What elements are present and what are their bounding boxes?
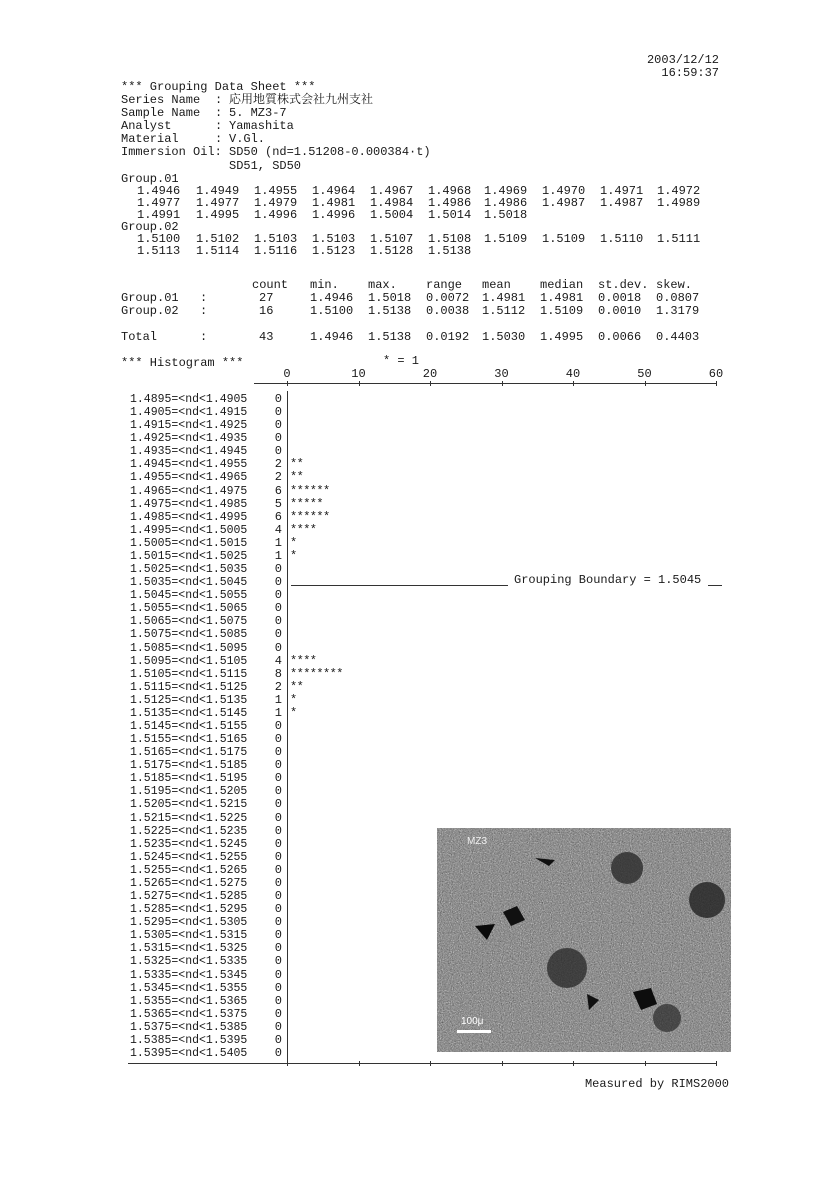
stats-header: max. xyxy=(368,278,397,292)
histogram-top-axis xyxy=(254,383,716,384)
group-value: 1.4970 xyxy=(542,184,586,198)
axis-tick xyxy=(359,381,360,386)
stats-row-sep: : xyxy=(200,291,208,305)
stats-cell: 0.0072 xyxy=(426,291,470,305)
histogram-bin-label: 1.5325=<nd<1.5335 xyxy=(130,955,248,969)
micrograph-blob-3 xyxy=(547,948,587,988)
histogram-bin-count: 0 xyxy=(274,993,282,1008)
histogram-bin-count: 4 xyxy=(274,653,282,668)
group-value: 1.5113 xyxy=(137,244,181,258)
histogram-bin-count: 0 xyxy=(274,719,282,733)
histogram-bar: ** xyxy=(290,457,304,472)
axis-tick-label: 30 xyxy=(494,367,509,381)
histogram-bin-label: 1.5315=<nd<1.5325 xyxy=(130,942,248,956)
histogram-bin-label: 1.5395=<nd<1.5405 xyxy=(130,1047,248,1060)
stats-cell: 0.0010 xyxy=(598,304,642,318)
histogram-bin-label: 1.5365=<nd<1.5375 xyxy=(130,1007,248,1021)
stats-header: mean xyxy=(482,278,511,292)
group-value: 1.4968 xyxy=(428,184,472,198)
histogram-bin-label: 1.5135=<nd<1.5145 xyxy=(130,706,248,720)
histogram-bin-label: 1.4935=<nd<1.4945 xyxy=(130,445,248,459)
stats-cell: 1.5112 xyxy=(482,304,526,318)
histogram-bin-label: 1.5225=<nd<1.5235 xyxy=(130,824,248,838)
group-value: 1.5018 xyxy=(484,208,528,222)
histogram-bin-count: 1 xyxy=(274,692,282,707)
stats-row-sep: : xyxy=(200,330,208,344)
histogram-bin-label: 1.4905=<nd<1.4915 xyxy=(130,406,248,420)
histogram-bin-count: 6 xyxy=(274,509,282,524)
histogram-bin-count: 0 xyxy=(274,836,282,851)
histogram-bin-label: 1.5245=<nd<1.5255 xyxy=(130,850,248,864)
stats-cell: 1.5100 xyxy=(310,304,354,318)
group-value: 1.5100 xyxy=(137,232,181,246)
histogram-bin-label: 1.5025=<nd<1.5035 xyxy=(130,563,248,577)
group-value: 1.4967 xyxy=(370,184,414,198)
histogram-bin-label: 1.5105=<nd<1.5115 xyxy=(130,667,248,681)
histogram-bin-count: 4 xyxy=(274,522,282,537)
axis-tick xyxy=(430,381,431,386)
axis-tick-label: 0 xyxy=(283,367,291,381)
group-value: 1.4969 xyxy=(484,184,528,198)
histogram-bin-count: 5 xyxy=(274,496,282,511)
axis-tick xyxy=(716,1061,717,1066)
stats-cell: 43 xyxy=(259,330,274,344)
histogram-bin-count: 0 xyxy=(274,915,282,930)
histogram-bin-count: 0 xyxy=(274,562,282,577)
meta-colon: : xyxy=(215,119,223,133)
group-value: 1.5123 xyxy=(312,244,356,258)
histogram-bin-count: 0 xyxy=(274,1006,282,1021)
micrograph-corner-label: MZ3 xyxy=(467,836,487,847)
micrograph-blob-2 xyxy=(689,882,725,918)
stats-header: skew. xyxy=(656,278,693,292)
group-value: 1.5109 xyxy=(484,232,528,246)
histogram-bin-label: 1.5205=<nd<1.5215 xyxy=(130,798,248,812)
stats-cell: 0.0807 xyxy=(656,291,700,305)
histogram-bin-label: 1.5375=<nd<1.5385 xyxy=(130,1020,248,1034)
group-value: 1.4955 xyxy=(254,184,298,198)
histogram-bin-label: 1.5095=<nd<1.5105 xyxy=(130,654,248,668)
histogram-bin-label: 1.5035=<nd<1.5045 xyxy=(130,576,248,590)
stats-cell: 1.5109 xyxy=(540,304,584,318)
histogram-bin-label: 1.5165=<nd<1.5175 xyxy=(130,746,248,760)
histogram-bin-count: 0 xyxy=(274,588,282,603)
histogram-bin-label: 1.4895=<nd<1.4905 xyxy=(130,393,248,406)
axis-tick xyxy=(645,1061,646,1066)
grouping-boundary-line xyxy=(291,585,508,586)
stats-cell: 0.0192 xyxy=(426,330,470,344)
histogram-bin-label: 1.5295=<nd<1.5305 xyxy=(130,916,248,930)
stats-cell: 1.4981 xyxy=(482,291,526,305)
micrograph-scale-bar xyxy=(457,1030,491,1033)
group-value: 1.4996 xyxy=(312,208,356,222)
axis-tick xyxy=(573,381,574,386)
histogram-bar: **** xyxy=(290,653,317,668)
histogram-bin-label: 1.4925=<nd<1.4935 xyxy=(130,432,248,446)
histogram-bin-count: 1 xyxy=(274,548,282,563)
group-value: 1.4946 xyxy=(137,184,181,198)
histogram-bin-count: 0 xyxy=(274,418,282,433)
histogram-bin-count: 0 xyxy=(274,771,282,786)
axis-tick-label: 10 xyxy=(351,367,366,381)
group-value: 1.4986 xyxy=(428,196,472,210)
histogram-bin-count: 0 xyxy=(274,928,282,943)
histogram-bin-count: 0 xyxy=(274,1032,282,1047)
histogram-bin-count: 0 xyxy=(274,810,282,825)
stats-cell: 0.0066 xyxy=(598,330,642,344)
histogram-bin-label: 1.5185=<nd<1.5195 xyxy=(130,772,248,786)
histogram-bin-label: 1.5075=<nd<1.5085 xyxy=(130,628,248,642)
histogram-bin-label: 1.4945=<nd<1.4955 xyxy=(130,458,248,472)
group-value: 1.5004 xyxy=(370,208,414,222)
footer-note: Measured by RIMS2000 xyxy=(584,1077,729,1091)
histogram-bin-count: 0 xyxy=(274,575,282,590)
histogram-bin-count: 0 xyxy=(274,431,282,446)
stats-header: count xyxy=(252,278,289,292)
stats-cell: 0.0018 xyxy=(598,291,642,305)
histogram-bin-count: 0 xyxy=(274,980,282,995)
stats-header: st.dev. xyxy=(598,278,649,292)
histogram-bin-count: 0 xyxy=(274,444,282,459)
histogram-bin-label: 1.5175=<nd<1.5185 xyxy=(130,759,248,773)
histogram-title: *** Histogram *** xyxy=(121,356,244,370)
histogram-bin-count: 0 xyxy=(274,823,282,838)
group-value: 1.4989 xyxy=(657,196,701,210)
histogram-bin-label: 1.5275=<nd<1.5285 xyxy=(130,890,248,904)
histogram-bin-label: 1.5215=<nd<1.5225 xyxy=(130,811,248,825)
histogram-bin-count: 2 xyxy=(274,679,282,694)
histogram-bin-label: 1.5305=<nd<1.5315 xyxy=(130,929,248,943)
histogram-bin-count: 0 xyxy=(274,732,282,747)
histogram-bin-label: 1.5085=<nd<1.5095 xyxy=(130,641,248,655)
group-value: 1.5114 xyxy=(196,244,240,258)
group-value: 1.5111 xyxy=(657,232,701,246)
meta-label: Sample Name xyxy=(121,106,201,120)
group-value: 1.4949 xyxy=(196,184,240,198)
histogram-bin-count: 0 xyxy=(274,640,282,655)
histogram-bin-count: 0 xyxy=(274,797,282,812)
histogram-bin-label: 1.5345=<nd<1.5355 xyxy=(130,981,248,995)
histogram-bin-count: 0 xyxy=(274,601,282,616)
axis-tick xyxy=(573,1061,574,1066)
meta-value: 応用地質株式会社九州支社 xyxy=(229,93,374,107)
stats-header: min. xyxy=(310,278,339,292)
group-value: 1.4981 xyxy=(312,196,356,210)
group-value: 1.5109 xyxy=(542,232,586,246)
histogram-bin-label: 1.4995=<nd<1.5005 xyxy=(130,523,248,537)
histogram-bin-label: 1.5385=<nd<1.5395 xyxy=(130,1033,248,1047)
histogram-bin-count: 2 xyxy=(274,470,282,485)
histogram-bin-count: 0 xyxy=(274,1046,282,1060)
group-value: 1.5116 xyxy=(254,244,298,258)
group-value: 1.4964 xyxy=(312,184,356,198)
histogram-bin-label: 1.4975=<nd<1.4985 xyxy=(130,497,248,511)
group-value: 1.4977 xyxy=(137,196,181,210)
histogram-bin-label: 1.5015=<nd<1.5025 xyxy=(130,549,248,563)
group-value: 1.4979 xyxy=(254,196,298,210)
axis-tick xyxy=(716,381,717,386)
stats-cell: 1.5138 xyxy=(368,330,412,344)
histogram-bin-count: 0 xyxy=(274,614,282,629)
histogram-bin-count: 0 xyxy=(274,745,282,760)
histogram-zero-axis xyxy=(287,391,288,1063)
stats-cell: 1.4981 xyxy=(540,291,584,305)
axis-tick xyxy=(287,1061,288,1066)
histogram-bar: * xyxy=(290,692,297,707)
histogram-bin-label: 1.4985=<nd<1.4995 xyxy=(130,510,248,524)
stats-cell: 1.5030 xyxy=(482,330,526,344)
histogram-bin-count: 6 xyxy=(274,483,282,498)
group-value: 1.5014 xyxy=(428,208,472,222)
meta-label: Immersion Oil: xyxy=(121,145,222,159)
histogram-bin-count: 0 xyxy=(274,954,282,969)
histogram-bin-count: 1 xyxy=(274,535,282,550)
group-value: 1.5102 xyxy=(196,232,240,246)
histogram-bar: ***** xyxy=(290,496,324,511)
stats-cell: 27 xyxy=(259,291,274,305)
stats-cell: 1.4995 xyxy=(540,330,584,344)
stats-row-label: Group.01 xyxy=(121,291,179,305)
histogram-bin-count: 0 xyxy=(274,784,282,799)
grouping-boundary-line-tail xyxy=(708,585,722,586)
axis-tick-label: 50 xyxy=(637,367,652,381)
histogram-bin-label: 1.4955=<nd<1.4965 xyxy=(130,471,248,485)
axis-tick xyxy=(502,1061,503,1066)
histogram-bin-count: 0 xyxy=(274,902,282,917)
meta-value: 5. MZ3-7 xyxy=(229,106,287,120)
histogram-bin-label: 1.5255=<nd<1.5265 xyxy=(130,863,248,877)
histogram-bin-label: 1.5285=<nd<1.5295 xyxy=(130,903,248,917)
histogram-bar: ****** xyxy=(290,509,330,524)
group-value: 1.5110 xyxy=(600,232,644,246)
histogram-bar: **** xyxy=(290,522,317,537)
stats-row-sep: : xyxy=(200,304,208,318)
group-value: 1.4995 xyxy=(196,208,240,222)
histogram-bin-label: 1.5335=<nd<1.5345 xyxy=(130,968,248,982)
histogram-bin-label: 1.5355=<nd<1.5365 xyxy=(130,994,248,1008)
meta-value: SD50 (nd=1.51208-0.000384·t) xyxy=(229,145,431,159)
group-value: 1.4987 xyxy=(542,196,586,210)
histogram-bin-label: 1.5195=<nd<1.5205 xyxy=(130,785,248,799)
meta-label: Analyst xyxy=(121,119,172,133)
histogram-bin-label: 1.5265=<nd<1.5275 xyxy=(130,876,248,890)
micrograph-scale-label: 100μ xyxy=(461,1016,484,1027)
axis-tick-label: 60 xyxy=(708,367,724,381)
stats-cell: 0.0038 xyxy=(426,304,470,318)
axis-tick xyxy=(502,381,503,386)
group-name: Group.02 xyxy=(121,220,179,234)
histogram-bar: ** xyxy=(290,470,304,485)
histogram-bin-count: 0 xyxy=(274,758,282,773)
stats-row-label: Total xyxy=(121,330,158,344)
grouping-boundary-label: Grouping Boundary = 1.5045 xyxy=(514,573,702,588)
group-value: 1.5138 xyxy=(428,244,472,258)
histogram-bin-count: 0 xyxy=(274,889,282,904)
histogram-bin-label: 1.4965=<nd<1.4975 xyxy=(130,484,248,498)
histogram-bin-count: 1 xyxy=(274,705,282,720)
histogram-bar: ** xyxy=(290,679,304,694)
histogram-bin-count: 0 xyxy=(274,875,282,890)
axis-tick xyxy=(359,1061,360,1066)
histogram-bin-count: 8 xyxy=(274,666,282,681)
histogram-bin-label: 1.5115=<nd<1.5125 xyxy=(130,680,248,694)
group-value: 1.4971 xyxy=(600,184,644,198)
micrograph-photo xyxy=(437,828,731,1052)
meta-colon: : xyxy=(215,132,223,146)
histogram-scale-note: * = 1 xyxy=(383,354,420,368)
group-value: 1.4991 xyxy=(137,208,181,222)
axis-tick xyxy=(645,381,646,386)
micrograph-blob-4 xyxy=(653,1004,681,1032)
meta-colon: : xyxy=(215,93,223,107)
histogram-bin-count: 0 xyxy=(274,405,282,420)
time-stamp: 16:59:37 xyxy=(661,66,719,80)
group-value: 1.4996 xyxy=(254,208,298,222)
micrograph-blob-1 xyxy=(611,852,643,884)
histogram-bin-label: 1.5155=<nd<1.5165 xyxy=(130,733,248,747)
stats-cell: 1.3179 xyxy=(656,304,700,318)
histogram-bin-count: 0 xyxy=(274,392,282,406)
histogram-bin-label: 1.5065=<nd<1.5075 xyxy=(130,615,248,629)
meta-value: V.Gl. xyxy=(229,132,266,146)
stats-cell: 0.4403 xyxy=(656,330,700,344)
histogram-bin-label: 1.5005=<nd<1.5015 xyxy=(130,536,248,550)
axis-tick-label: 40 xyxy=(565,367,581,381)
meta-value: Yamashita xyxy=(229,119,294,133)
histogram-bar: * xyxy=(290,705,297,720)
group-value: 1.4972 xyxy=(657,184,701,198)
group-value: 1.4984 xyxy=(370,196,414,210)
group-value: 1.5128 xyxy=(370,244,414,258)
stats-cell: 16 xyxy=(259,304,274,318)
histogram-bin-count: 0 xyxy=(274,967,282,982)
histogram-bin-count: 0 xyxy=(274,941,282,956)
histogram-bin-label: 1.5045=<nd<1.5055 xyxy=(130,589,248,603)
group-value: 1.4987 xyxy=(600,196,644,210)
stats-cell: 1.5138 xyxy=(368,304,412,318)
axis-tick xyxy=(430,1061,431,1066)
stats-cell: 1.4946 xyxy=(310,291,354,305)
sheet-title: *** Grouping Data Sheet *** xyxy=(121,80,316,94)
group-value: 1.5108 xyxy=(428,232,472,246)
histogram-bin-label: 1.5055=<nd<1.5065 xyxy=(130,602,248,616)
stats-row-label: Group.02 xyxy=(121,304,179,318)
histogram-bin-count: 0 xyxy=(274,627,282,642)
histogram-bin-count: 0 xyxy=(274,1019,282,1034)
stats-header: median xyxy=(540,278,584,292)
histogram-bar: ******** xyxy=(290,666,343,681)
date-stamp: 2003/12/12 xyxy=(646,53,719,67)
axis-tick-label: 20 xyxy=(422,367,438,381)
axis-tick xyxy=(287,381,288,386)
stats-cell: 1.4946 xyxy=(310,330,354,344)
histogram-bin-label: 1.5125=<nd<1.5135 xyxy=(130,693,248,707)
histogram-bottom-axis xyxy=(128,1063,716,1064)
group-value: 1.4986 xyxy=(484,196,528,210)
group-value: 1.5103 xyxy=(254,232,298,246)
histogram-bar: ****** xyxy=(290,483,330,498)
meta-label: Material xyxy=(121,132,179,146)
group-name: Group.01 xyxy=(121,172,179,186)
stats-header: range xyxy=(426,278,463,292)
group-value: 1.5107 xyxy=(370,232,414,246)
histogram-bin-count: 0 xyxy=(274,849,282,864)
group-value: 1.4977 xyxy=(196,196,240,210)
immersion-oil-line2: SD51, SD50 xyxy=(229,159,302,173)
group-value: 1.5103 xyxy=(312,232,356,246)
histogram-bin-count: 0 xyxy=(274,862,282,877)
meta-label: Series Name xyxy=(121,93,201,107)
histogram-bar: * xyxy=(290,535,297,550)
meta-colon: : xyxy=(215,106,223,120)
stats-cell: 1.5018 xyxy=(368,291,412,305)
histogram-bin-label: 1.5235=<nd<1.5245 xyxy=(130,837,248,851)
histogram-bin-label: 1.5145=<nd<1.5155 xyxy=(130,720,248,733)
histogram-bin-label: 1.4915=<nd<1.4925 xyxy=(130,419,248,433)
histogram-bar: * xyxy=(290,548,297,563)
histogram-bin-count: 2 xyxy=(274,457,282,472)
